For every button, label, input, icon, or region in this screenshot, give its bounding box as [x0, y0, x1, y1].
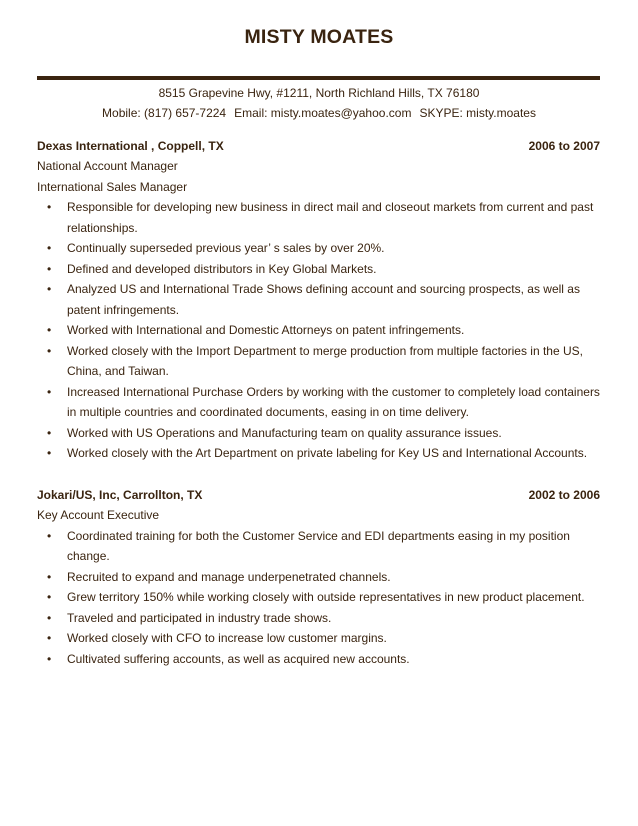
job-header: [37, 136, 600, 156]
job-header: [37, 485, 600, 505]
job-dates: 2006 to 2007: [528, 139, 600, 153]
job-dates: 2002 to 2006: [528, 488, 600, 502]
job-title: National Account Manager: [37, 159, 178, 173]
bullet-item: • Worked closely with the Import Department to merge production from multiple factories in the US, China, and Taiwan.: [37, 341, 600, 382]
job-company: Jokari/US, Inc, Carrollton, TX: [37, 488, 203, 502]
bullet-item: • Analyzed US and International Trade Shows defining account and sourcing prospects, as well as patent infringements.: [37, 279, 600, 320]
job-entry: [37, 485, 600, 669]
job-bullets: [37, 526, 600, 670]
contact-email: Email: misty.moates@yahoo.com: [234, 106, 412, 120]
bullet-item: • Worked closely with the Art Department on private labeling for Key US and International Accounts.: [37, 443, 600, 464]
resume-name: MISTY MOATES: [244, 26, 394, 48]
bullet-item: • Grew territory 150% while working closely with outside representatives in new product placement.: [37, 587, 600, 608]
header-divider: [37, 76, 600, 80]
job-bullets: [37, 197, 600, 464]
contact-address: 8515 Grapevine Hwy, #1211, North Richland Hills, TX 76180: [158, 86, 480, 100]
job-title: International Sales Manager: [37, 179, 188, 194]
bullet-item: • Worked with US Operations and Manufacturing team on quality assurance issues.: [37, 423, 600, 444]
bullet-item: • Coordinated training for both the Customer Service and EDI departments easing in my position change.: [37, 526, 600, 567]
job-title: Key Account Executive: [37, 508, 160, 522]
bullet-item: • Traveled and participated in industry trade shows.: [37, 608, 600, 629]
bullet-item: • Cultivated suffering accounts, as well as acquired new accounts.: [37, 649, 600, 670]
job-entry: [37, 136, 600, 464]
bullet-item: • Continually superseded previous year’ s sales by over 20%.: [37, 238, 600, 259]
bullet-item: • Defined and developed distributors in Key Global Markets.: [37, 259, 600, 280]
contact-mobile: Mobile: (817) 657-7224: [102, 106, 227, 120]
bullet-item: • Increased International Purchase Orders by working with the customer to completely load containers in multiple countries and coordinated documents, easing in on time delivery.: [37, 382, 600, 423]
bullet-item: • Worked closely with CFO to increase low customer margins.: [37, 628, 600, 649]
contact-line: [0, 106, 638, 120]
job-company: Dexas International , Coppell, TX: [37, 139, 224, 153]
contact-skype: SKYPE: misty.moates: [419, 106, 536, 120]
bullet-item: • Worked with International and Domestic Attorneys on patent infringements.: [37, 320, 600, 341]
bullet-item: • Responsible for developing new business in direct mail and closeout markets from current and past relationships.: [37, 197, 600, 238]
bullet-item: • Recruited to expand and manage underpenetrated channels.: [37, 567, 600, 588]
